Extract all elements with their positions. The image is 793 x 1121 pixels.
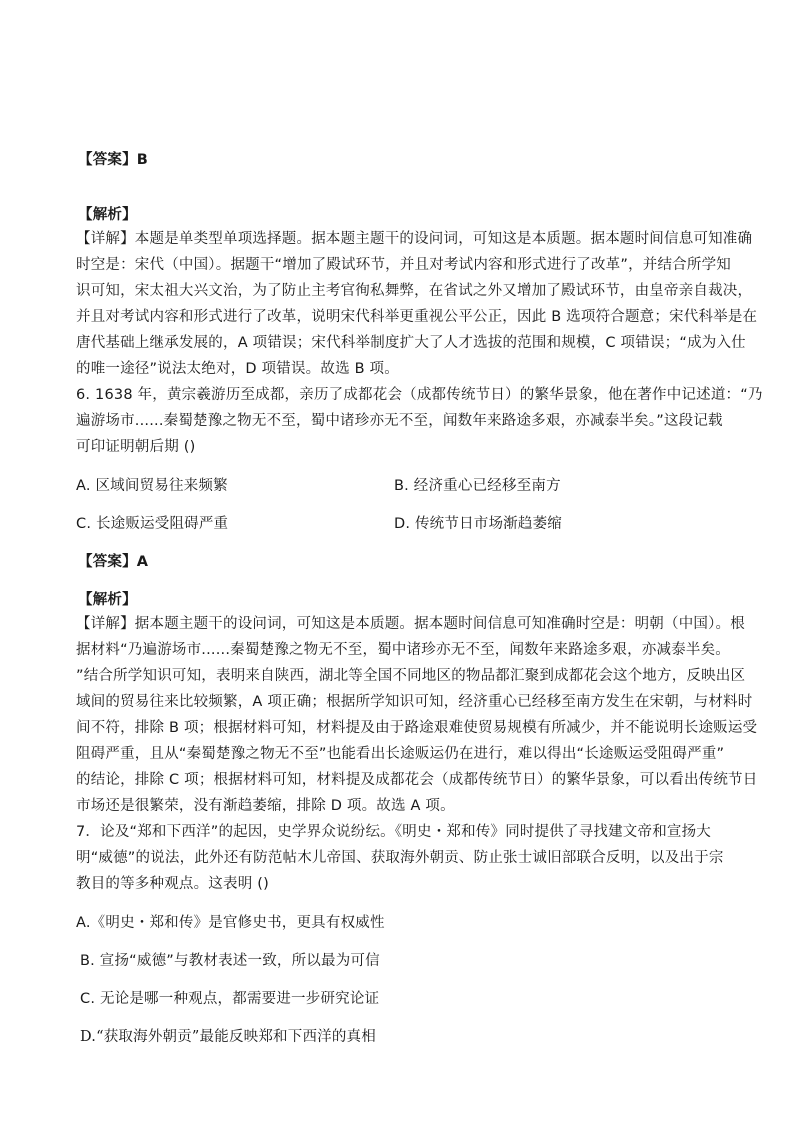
q6-analysis-label: 【解析】 [78, 592, 137, 608]
q6-detail-line-2: 据材料“乃遍游场市......秦蜀楚豫之物无不至，蜀中诸珍亦无不至，闻数年来路途多艰，亦减泰半矣。 [76, 642, 730, 658]
q7-option-c: C. 无论是哪一种观点，都需要进一步研究论证 [80, 991, 380, 1007]
q7-option-d: D.“获取海外朝贡”最能反映郑和下西洋的真相 [80, 1029, 376, 1045]
q5-detail-line-5: 唐代基础上继承发展的，A 项错误；宋代科举制度扩大了人才选拔的范围和规模，C 项错误；“成为入仕 [76, 335, 746, 351]
q6-option-b: B. 经济重心已经移至南方 [394, 478, 561, 494]
q5-analysis-label: 【解析】 [78, 207, 137, 223]
q5-detail-line-1: 【详解】本题是单类型单项选择题。据本题主题干的设问词，可知这是本质题。据本题时间信息可知准确 [76, 231, 753, 247]
q7-stem-line-1: 7．论及“郑和下西洋”的起因，史学界众说纷纭。《明史・郑和传》同时提供了寻找建文帝和宣扬大 [76, 824, 711, 840]
q6-detail-line-5: 间不符，排除 B 项；根据材料可知，材料提及由于路途艰难使贸易规模有所减少，并不能说明长途贩运受 [76, 720, 758, 736]
q6-detail-line-8: 市场还是很繁荣，没有渐趋萎缩，排除 D 项。故选 A 项。 [76, 798, 455, 814]
q6-stem-line-1: 6. 1638 年，黄宗羲游历至成都，亲历了成都花会（成都传统节日）的繁华景象，他在著作中记述道：“乃 [76, 387, 763, 403]
q6-stem-line-3: 可印证明朝后期 () [76, 439, 196, 455]
q7-stem-line-3: 教目的等多种观点。这表明 () [76, 876, 269, 892]
q6-detail-line-7: 的结论，排除 C 项；根据材料可知，材料提及成都花会（成都传统节日）的繁华景象，可以看出传统节日 [76, 772, 758, 788]
q6-option-c: C. 长途贩运受阻碍严重 [76, 516, 229, 532]
q5-detail-line-4: 并且对考试内容和形式进行了改革，说明宋代科举更重视公平公正，因此 B 选项符合题意；宋代科举是在 [76, 309, 758, 325]
q6-detail-line-1: 【详解】据本题主题干的设问词，可知这是本质题。据本题时间信息可知准确时空是：明朝（中国）。根 [76, 616, 745, 632]
q7-option-a: A.《明史・郑和传》是官修史书，更具有权威性 [76, 915, 385, 931]
q7-stem-line-2: 明“威德”的说法，此外还有防范帖木儿帝国、获取海外朝贡、防止张士诚旧部联合反明，以及出于宗 [76, 850, 724, 866]
q5-detail-line-2: 时空是：宋代（中国）。据题干“增加了殿试环节，并且对考试内容和形式进行了改革”，并结合所学知 [76, 257, 731, 273]
q6-detail-line-3: ”结合所学知识可知，表明来自陕西，湖北等全国不同地区的物品都汇聚到成都花会这个地方，反映出区 [76, 668, 746, 684]
q6-detail-line-4: 域间的贸易往来比较频繁，A 项正确；根据所学知识可知，经济重心已经移至南方发生在宋朝，与材料时 [76, 694, 753, 710]
q6-stem-line-2: 遍游场市......秦蜀楚豫之物无不至，蜀中诸珍亦无不至，闻数年来路途多艰，亦减泰半矣。”这段记载 [76, 413, 723, 429]
q5-answer: 【答案】B [78, 152, 149, 168]
q7-option-b: B. 宣扬“威德”与教材表述一致，所以最为可信 [80, 953, 380, 969]
q6-detail-line-6: 阻碍严重，且从“秦蜀楚豫之物无不至”也能看出长途贩运仍在进行，难以得出“长途贩运受阻碍严重” [76, 746, 725, 762]
q5-detail-line-3: 识可知，宋太祖大兴文治，为了防止主考官徇私舞弊，在省试之外又增加了殿试环节，由皇帝亲自裁决， [76, 283, 753, 299]
q6-option-a: A. 区域间贸易往来频繁 [76, 478, 228, 494]
q5-detail-line-6: 的唯一途径”说法太绝对，D 项错误。故选 B 项。 [76, 361, 399, 377]
q6-answer: 【答案】A [78, 554, 149, 570]
q6-option-d: D. 传统节日市场渐趋萎缩 [394, 516, 562, 532]
